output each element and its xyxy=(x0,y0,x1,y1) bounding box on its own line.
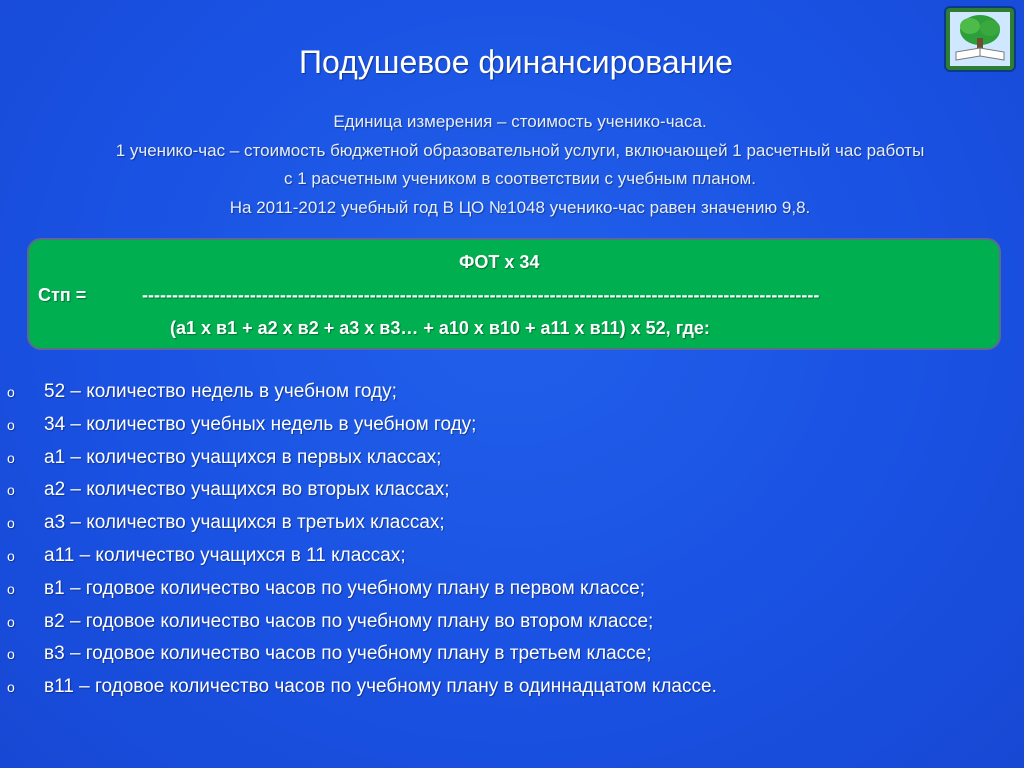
bullet-icon: o xyxy=(7,416,15,433)
definition-text: 34 – количество учебных недель в учебном году; xyxy=(44,413,477,435)
bullet-icon: o xyxy=(7,646,15,663)
intro-line: 1 ученико-час – стоимость бюджетной образовательной услуги, включающей 1 расчетный час работы xyxy=(115,140,925,160)
definition-text: а2 – количество учащихся во вторых классах; xyxy=(44,479,450,501)
definition-text: в11 – годовое количество часов по учебному плану в одиннадцатом классе. xyxy=(44,676,717,698)
definition-text: а3 – количество учащихся в третьих классах; xyxy=(44,512,445,534)
list-item xyxy=(0,606,1024,639)
intro-line: Единица измерения – стоимость ученико-часа. xyxy=(333,112,707,131)
list-item xyxy=(0,507,1024,540)
formula-numerator: ФОТ х 34 xyxy=(459,252,540,272)
intro-paragraph xyxy=(20,108,1020,222)
formula-fraction-bar: ----------------------------------------------------------------------------------------------------------------- xyxy=(142,285,820,305)
list-item xyxy=(0,671,1024,704)
list-item xyxy=(0,409,1024,442)
definition-text: 52 – количество недель в учебном году; xyxy=(44,381,397,402)
definition-text: в1 – годовое количество часов по учебному плану в первом классе; xyxy=(44,577,645,599)
list-item xyxy=(0,442,1024,475)
bullet-icon: o xyxy=(7,547,15,564)
bullet-icon: o xyxy=(7,515,15,532)
list-item xyxy=(0,474,1024,507)
bullet-icon: o xyxy=(7,613,15,630)
bullet-icon: o xyxy=(7,580,15,597)
bullet-icon: o xyxy=(7,679,15,696)
definitions-list xyxy=(0,376,1024,704)
list-item xyxy=(0,376,1024,409)
intro-line: На 2011-2012 учебный год В ЦО №1048 ученико-час равен значению 9,8. xyxy=(229,197,811,217)
bullet-icon: o xyxy=(7,449,15,466)
bullet-icon: o xyxy=(7,482,15,499)
list-item xyxy=(0,573,1024,606)
definition-text: а11 – количество учащихся в 11 классах; xyxy=(44,544,406,566)
definition-text: в2 – годовое количество часов по учебному плану во втором классе; xyxy=(44,610,654,632)
slide-title: Подушевое финансирование xyxy=(299,44,733,80)
list-item xyxy=(0,540,1024,573)
bullet-icon: o xyxy=(7,384,15,400)
definition-text: а1 – количество учащихся в первых классах; xyxy=(44,446,442,468)
formula-box xyxy=(27,238,1001,350)
formula-lhs: Стп = xyxy=(38,285,87,305)
intro-line: с 1 расчетным учеником в соответствии с учебным планом. xyxy=(284,169,756,188)
definition-text: в3 – годовое количество часов по учебному плану в третьем классе; xyxy=(44,643,652,665)
list-item xyxy=(0,638,1024,671)
formula-denominator: (а1 х в1 + а2 х в2 + а3 х в3… + а10 х в10 + а11 х в11) х 52, где: xyxy=(170,318,710,338)
